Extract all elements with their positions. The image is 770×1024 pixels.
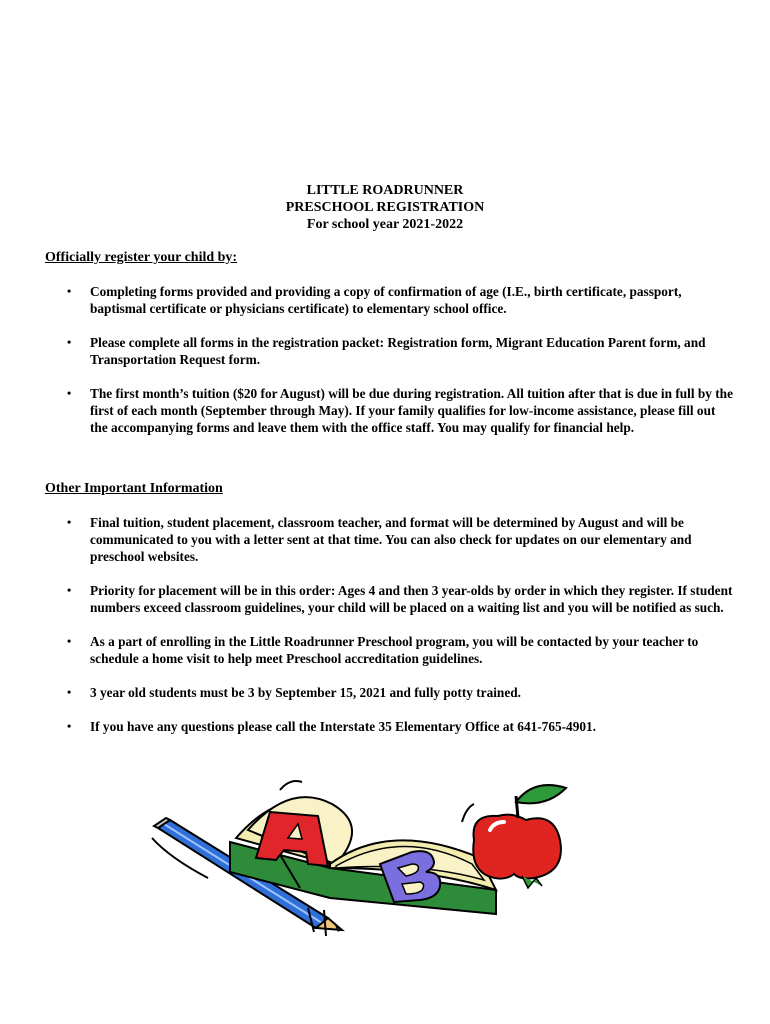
list-item bbox=[45, 283, 735, 317]
list-item-text: Completing forms provided and providing a copy of confirmation of age (I.E., birth certificate, passport, baptismal certificate or physicians certificate) to elementary school office. bbox=[90, 284, 682, 316]
bullet-icon: • bbox=[67, 386, 72, 400]
bullet-icon: • bbox=[67, 284, 72, 298]
list-item-text: If you have any questions please call the Interstate 35 Elementary Office at 641-765-4901. bbox=[90, 719, 596, 734]
list-item-text: Priority for placement will be in this order: Ages 4 and then 3 year-olds by order in which they register. If student numbers exceed classroom guidelines, your child will be placed on a waiting list and you will be notified as such. bbox=[90, 583, 733, 615]
title-line-1: LITTLE ROADRUNNER bbox=[306, 183, 464, 198]
bullet-icon: • bbox=[67, 515, 72, 529]
list-item bbox=[45, 633, 735, 667]
list-item-text: The first month’s tuition ($20 for August) will be due during registration. All tuition after that is due in full by the first of each month (September through May). If your family qualifies for low-income assistance, please fill out the accompanying forms and leave them with the office staff. You may qualify for financial help. bbox=[90, 386, 733, 435]
letter-a-text: A bbox=[290, 878, 291, 879]
bullet-icon: • bbox=[67, 719, 72, 733]
list-item bbox=[45, 718, 735, 735]
letter-b-text: B bbox=[410, 918, 411, 919]
bullet-icon: • bbox=[67, 685, 72, 699]
info-list bbox=[45, 514, 735, 735]
list-item bbox=[45, 582, 735, 616]
list-item-text: Please complete all forms in the registration packet: Registration form, Migrant Education Parent form, and Transportation Request form. bbox=[90, 335, 706, 367]
title-line-3: For school year 2021-2022 bbox=[306, 217, 464, 232]
document-title bbox=[0, 182, 770, 233]
list-item-text: Final tuition, student placement, classroom teacher, and format will be determined by August and will be communicated to you with a letter sent at that time. You can also check for updates on our elementary and preschool websites. bbox=[90, 515, 692, 564]
list-item-text: 3 year old students must be 3 by September 15, 2021 and fully potty trained. bbox=[90, 685, 521, 700]
register-list bbox=[45, 283, 735, 436]
list-item bbox=[45, 334, 735, 368]
info-section-heading: Other Important Information bbox=[45, 481, 223, 496]
list-item bbox=[45, 385, 735, 436]
bullet-icon: • bbox=[67, 634, 72, 648]
list-item bbox=[45, 684, 735, 701]
bullet-icon: • bbox=[67, 583, 72, 597]
list-item-text: As a part of enrolling in the Little Roadrunner Preschool program, you will be contacted by your teacher to schedule a home visit to help meet Preschool accreditation guidelines. bbox=[90, 634, 699, 666]
register-section-heading: Officially register your child by: bbox=[45, 250, 238, 265]
letter-b-icon bbox=[380, 851, 440, 919]
title-line-2: PRESCHOOL REGISTRATION bbox=[285, 200, 485, 215]
list-item bbox=[45, 514, 735, 565]
abc-book-clipart bbox=[150, 768, 590, 948]
bullet-icon: • bbox=[67, 335, 72, 349]
